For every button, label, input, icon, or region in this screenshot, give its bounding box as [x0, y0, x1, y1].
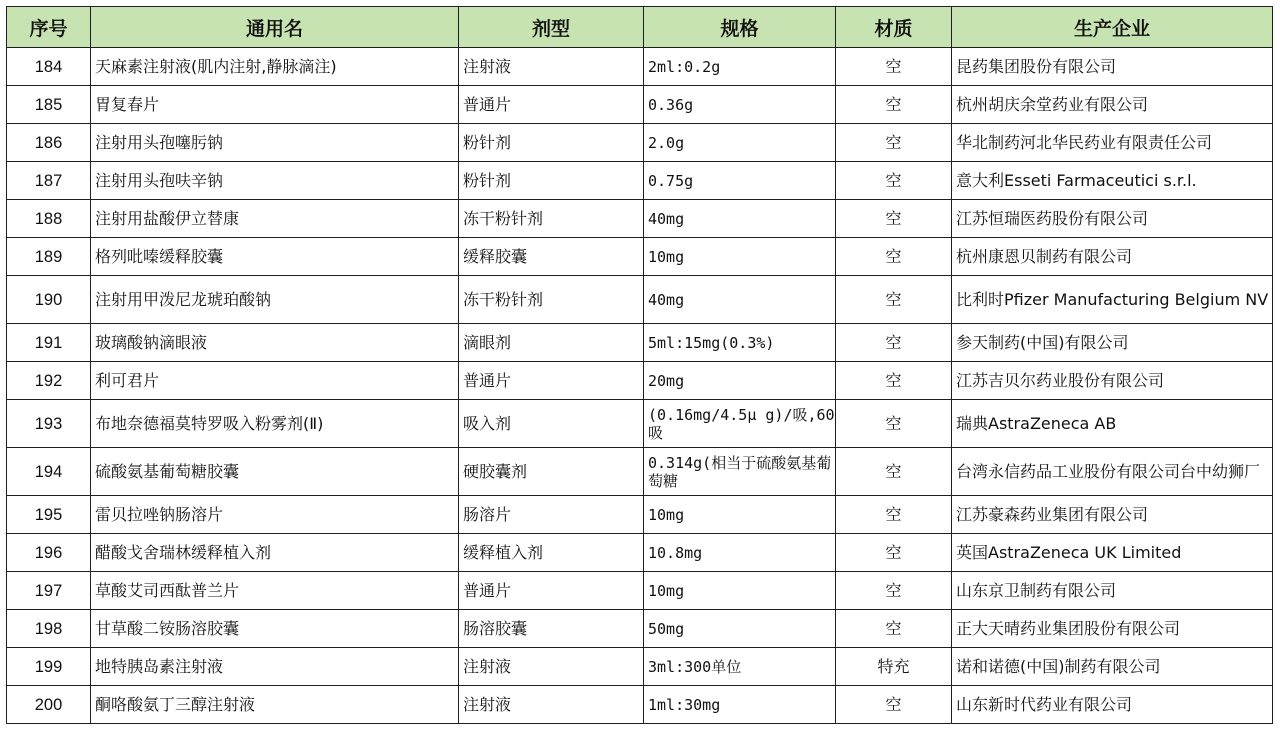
cell-material: 空: [836, 572, 952, 610]
cell-material: 空: [836, 238, 952, 276]
cell-name: 注射用甲泼尼龙琥珀酸钠: [91, 276, 459, 324]
cell-name: 胃复春片: [91, 86, 459, 124]
cell-name: 酮咯酸氨丁三醇注射液: [91, 686, 459, 724]
cell-form: 粉针剂: [459, 124, 644, 162]
cell-manufacturer: 正大天晴药业集团股份有限公司: [952, 610, 1273, 648]
cell-spec: 40mg: [644, 276, 836, 324]
table-row: [7, 400, 1273, 448]
cell-no: 187: [7, 162, 91, 200]
cell-no: 192: [7, 362, 91, 400]
cell-no: 191: [7, 324, 91, 362]
cell-name: 利可君片: [91, 362, 459, 400]
table-row: [7, 496, 1273, 534]
cell-form: 普通片: [459, 362, 644, 400]
cell-form: 注射液: [459, 648, 644, 686]
cell-spec: 10mg: [644, 496, 836, 534]
drug-list-table: [6, 6, 1273, 724]
table-row: [7, 610, 1273, 648]
cell-manufacturer: 江苏恒瑞医药股份有限公司: [952, 200, 1273, 238]
cell-manufacturer: 山东新时代药业有限公司: [952, 686, 1273, 724]
cell-name: 醋酸戈舍瑞林缓释植入剂: [91, 534, 459, 572]
cell-manufacturer: 诺和诺德(中国)制药有限公司: [952, 648, 1273, 686]
cell-material: 空: [836, 686, 952, 724]
cell-form: 冻干粉针剂: [459, 276, 644, 324]
cell-manufacturer: 山东京卫制药有限公司: [952, 572, 1273, 610]
cell-manufacturer: 参天制药(中国)有限公司: [952, 324, 1273, 362]
cell-manufacturer: 杭州康恩贝制药有限公司: [952, 238, 1273, 276]
cell-manufacturer: 英国AstraZeneca UK Limited: [952, 534, 1273, 572]
header-spec: 规格: [644, 7, 836, 48]
cell-material: 空: [836, 534, 952, 572]
cell-manufacturer: 比利时Pfizer Manufacturing Belgium NV: [952, 276, 1273, 324]
cell-material: 空: [836, 610, 952, 648]
cell-spec: 50mg: [644, 610, 836, 648]
table-row: [7, 324, 1273, 362]
cell-manufacturer: 华北制药河北华民药业有限责任公司: [952, 124, 1273, 162]
table-row: [7, 572, 1273, 610]
table-row: [7, 238, 1273, 276]
cell-name: 注射用头孢噻肟钠: [91, 124, 459, 162]
table-row: [7, 276, 1273, 324]
cell-material: 空: [836, 448, 952, 496]
cell-name: 天麻素注射液(肌内注射,静脉滴注): [91, 48, 459, 86]
cell-material: 特充: [836, 648, 952, 686]
table-row: [7, 162, 1273, 200]
cell-no: 190: [7, 276, 91, 324]
cell-spec: 0.314g(相当于硫酸氨基葡萄糖: [644, 448, 836, 496]
cell-name: 布地奈德福莫特罗吸入粉雾剂(Ⅱ): [91, 400, 459, 448]
cell-form: 注射液: [459, 686, 644, 724]
cell-name: 地特胰岛素注射液: [91, 648, 459, 686]
table-row: [7, 648, 1273, 686]
cell-manufacturer: 江苏豪森药业集团有限公司: [952, 496, 1273, 534]
cell-spec: 2ml:0.2g: [644, 48, 836, 86]
cell-spec: 10mg: [644, 572, 836, 610]
header-name: 通用名: [91, 7, 459, 48]
cell-manufacturer: 昆药集团股份有限公司: [952, 48, 1273, 86]
cell-form: 缓释植入剂: [459, 534, 644, 572]
cell-name: 注射用头孢呋辛钠: [91, 162, 459, 200]
cell-name: 格列吡嗪缓释胶囊: [91, 238, 459, 276]
cell-name: 雷贝拉唑钠肠溶片: [91, 496, 459, 534]
table-row: [7, 686, 1273, 724]
cell-spec: 10.8mg: [644, 534, 836, 572]
header-form: 剂型: [459, 7, 644, 48]
cell-material: 空: [836, 496, 952, 534]
cell-spec: 40mg: [644, 200, 836, 238]
cell-no: 200: [7, 686, 91, 724]
table-row: [7, 362, 1273, 400]
cell-spec: 2.0g: [644, 124, 836, 162]
cell-spec: 10mg: [644, 238, 836, 276]
cell-material: 空: [836, 362, 952, 400]
cell-manufacturer: 江苏吉贝尔药业股份有限公司: [952, 362, 1273, 400]
cell-no: 185: [7, 86, 91, 124]
cell-manufacturer: 瑞典AstraZeneca AB: [952, 400, 1273, 448]
cell-no: 198: [7, 610, 91, 648]
cell-spec: 0.36g: [644, 86, 836, 124]
cell-material: 空: [836, 200, 952, 238]
cell-form: 粉针剂: [459, 162, 644, 200]
cell-form: 普通片: [459, 86, 644, 124]
cell-name: 甘草酸二铵肠溶胶囊: [91, 610, 459, 648]
cell-spec: 20mg: [644, 362, 836, 400]
cell-material: 空: [836, 124, 952, 162]
cell-spec: (0.16mg/4.5μ g)/吸,60吸: [644, 400, 836, 448]
cell-name: 硫酸氨基葡萄糖胶囊: [91, 448, 459, 496]
cell-form: 缓释胶囊: [459, 238, 644, 276]
cell-name: 草酸艾司西酞普兰片: [91, 572, 459, 610]
cell-form: 注射液: [459, 48, 644, 86]
table-header-row: [7, 7, 1273, 48]
cell-material: 空: [836, 324, 952, 362]
cell-spec: 1ml:30mg: [644, 686, 836, 724]
table-row: [7, 200, 1273, 238]
table-row: [7, 48, 1273, 86]
cell-material: 空: [836, 276, 952, 324]
cell-manufacturer: 意大利Esseti Farmaceutici s.r.l.: [952, 162, 1273, 200]
cell-no: 195: [7, 496, 91, 534]
cell-manufacturer: 杭州胡庆余堂药业有限公司: [952, 86, 1273, 124]
cell-no: 186: [7, 124, 91, 162]
header-manufacturer: 生产企业: [952, 7, 1273, 48]
cell-no: 194: [7, 448, 91, 496]
cell-form: 滴眼剂: [459, 324, 644, 362]
cell-no: 189: [7, 238, 91, 276]
cell-no: 184: [7, 48, 91, 86]
cell-name: 注射用盐酸伊立替康: [91, 200, 459, 238]
cell-no: 196: [7, 534, 91, 572]
cell-manufacturer: 台湾永信药品工业股份有限公司台中幼狮厂: [952, 448, 1273, 496]
cell-spec: 5ml:15mg(0.3%): [644, 324, 836, 362]
table-row: [7, 534, 1273, 572]
cell-form: 肠溶胶囊: [459, 610, 644, 648]
cell-material: 空: [836, 162, 952, 200]
header-material: 材质: [836, 7, 952, 48]
cell-no: 193: [7, 400, 91, 448]
cell-material: 空: [836, 400, 952, 448]
cell-spec: 0.75g: [644, 162, 836, 200]
cell-no: 188: [7, 200, 91, 238]
cell-name: 玻璃酸钠滴眼液: [91, 324, 459, 362]
cell-material: 空: [836, 48, 952, 86]
cell-form: 硬胶囊剂: [459, 448, 644, 496]
cell-form: 普通片: [459, 572, 644, 610]
header-no: 序号: [7, 7, 91, 48]
cell-no: 197: [7, 572, 91, 610]
cell-no: 199: [7, 648, 91, 686]
drug-table-container: [6, 6, 1273, 724]
cell-spec: 3ml:300单位: [644, 648, 836, 686]
table-row: [7, 448, 1273, 496]
cell-form: 肠溶片: [459, 496, 644, 534]
table-row: [7, 86, 1273, 124]
cell-form: 吸入剂: [459, 400, 644, 448]
cell-material: 空: [836, 86, 952, 124]
table-row: [7, 124, 1273, 162]
cell-form: 冻干粉针剂: [459, 200, 644, 238]
